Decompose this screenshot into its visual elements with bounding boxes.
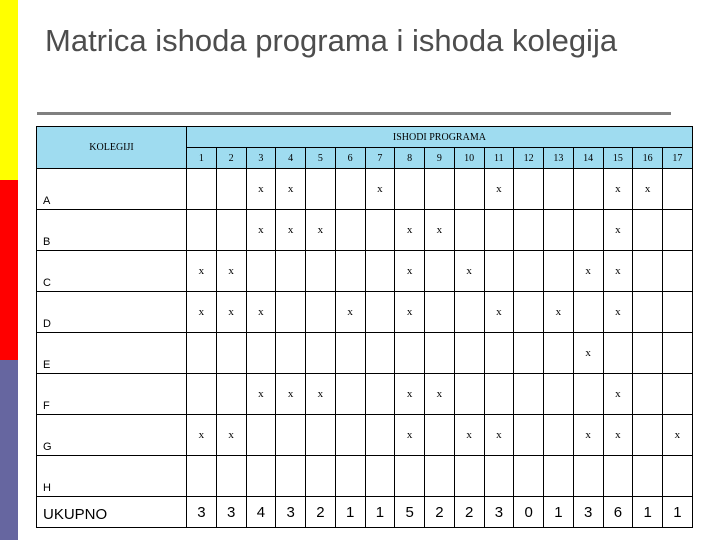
matrix-cell: x bbox=[246, 169, 276, 210]
matrix-cell bbox=[454, 333, 484, 374]
matrix-cell bbox=[514, 374, 544, 415]
matrix-cell bbox=[573, 169, 603, 210]
matrix-cell bbox=[633, 415, 663, 456]
column-header: 13 bbox=[544, 148, 574, 169]
matrix-cell bbox=[603, 333, 633, 374]
table-row bbox=[37, 333, 693, 374]
matrix-cell bbox=[216, 333, 246, 374]
table-row bbox=[37, 210, 693, 251]
table-row bbox=[37, 456, 693, 497]
matrix-cell bbox=[603, 456, 633, 497]
row-label: C bbox=[37, 251, 187, 292]
matrix-cell: x bbox=[454, 415, 484, 456]
matrix-cell: x bbox=[306, 210, 336, 251]
side-accent-blue bbox=[0, 360, 18, 540]
total-cell: 2 bbox=[454, 497, 484, 528]
matrix-cell: x bbox=[573, 251, 603, 292]
matrix-cell bbox=[544, 333, 574, 374]
matrix-cell bbox=[276, 333, 306, 374]
matrix-cell: x bbox=[187, 251, 217, 292]
matrix-cell bbox=[335, 456, 365, 497]
side-accent-yellow bbox=[0, 0, 18, 180]
matrix-cell bbox=[276, 292, 306, 333]
matrix-cell bbox=[306, 251, 336, 292]
matrix-cell bbox=[573, 210, 603, 251]
matrix-cell bbox=[365, 210, 395, 251]
matrix-cell: x bbox=[603, 415, 633, 456]
matrix-cell: x bbox=[573, 415, 603, 456]
row-label: A bbox=[37, 169, 187, 210]
column-header: 2 bbox=[216, 148, 246, 169]
total-cell: 5 bbox=[395, 497, 425, 528]
matrix-cell bbox=[544, 374, 574, 415]
matrix-cell bbox=[276, 456, 306, 497]
matrix-cell: x bbox=[603, 374, 633, 415]
total-cell: 1 bbox=[633, 497, 663, 528]
total-cell: 3 bbox=[187, 497, 217, 528]
matrix-cell bbox=[633, 333, 663, 374]
matrix-cell bbox=[276, 251, 306, 292]
total-cell: 1 bbox=[365, 497, 395, 528]
total-cell: 4 bbox=[246, 497, 276, 528]
matrix-cell bbox=[335, 169, 365, 210]
matrix-cell: x bbox=[395, 292, 425, 333]
matrix-cell: x bbox=[395, 374, 425, 415]
total-cell: 3 bbox=[484, 497, 514, 528]
row-label: H bbox=[37, 456, 187, 497]
matrix-cell bbox=[335, 251, 365, 292]
matrix-cell bbox=[395, 456, 425, 497]
matrix-cell bbox=[514, 333, 544, 374]
matrix-cell bbox=[365, 333, 395, 374]
matrix-cell: x bbox=[603, 251, 633, 292]
total-cell: 0 bbox=[514, 497, 544, 528]
matrix-cell bbox=[276, 415, 306, 456]
column-header: 10 bbox=[454, 148, 484, 169]
matrix-cell bbox=[663, 292, 693, 333]
column-header: 5 bbox=[306, 148, 336, 169]
matrix-cell bbox=[633, 251, 663, 292]
matrix-cell bbox=[633, 292, 663, 333]
matrix-cell bbox=[395, 333, 425, 374]
matrix-cell bbox=[246, 415, 276, 456]
outcomes-matrix bbox=[36, 126, 693, 528]
matrix-cell: x bbox=[335, 292, 365, 333]
matrix-cell bbox=[544, 251, 574, 292]
matrix-cell bbox=[425, 292, 455, 333]
matrix-cell bbox=[573, 292, 603, 333]
total-cell: 6 bbox=[603, 497, 633, 528]
matrix-cell bbox=[216, 456, 246, 497]
matrix-cell bbox=[216, 169, 246, 210]
matrix-cell bbox=[425, 333, 455, 374]
matrix-cell: x bbox=[425, 210, 455, 251]
matrix-cell bbox=[365, 292, 395, 333]
matrix-cell bbox=[216, 210, 246, 251]
matrix-cell bbox=[484, 251, 514, 292]
matrix-cell: x bbox=[306, 374, 336, 415]
matrix-cell bbox=[514, 415, 544, 456]
row-label: G bbox=[37, 415, 187, 456]
matrix-cell bbox=[187, 210, 217, 251]
matrix-cell: x bbox=[395, 251, 425, 292]
matrix-cell: x bbox=[246, 292, 276, 333]
column-header: 3 bbox=[246, 148, 276, 169]
column-header: 6 bbox=[335, 148, 365, 169]
matrix-cell: x bbox=[187, 292, 217, 333]
matrix-cell bbox=[663, 456, 693, 497]
matrix-cell: x bbox=[663, 415, 693, 456]
matrix-cell bbox=[514, 210, 544, 251]
matrix-cell: x bbox=[484, 169, 514, 210]
matrix-cell bbox=[484, 374, 514, 415]
matrix-cell: x bbox=[573, 333, 603, 374]
matrix-cell bbox=[246, 456, 276, 497]
matrix-cell: x bbox=[216, 292, 246, 333]
matrix-cell bbox=[306, 415, 336, 456]
matrix-cell bbox=[306, 169, 336, 210]
matrix-cell: x bbox=[365, 169, 395, 210]
matrix-cell bbox=[335, 374, 365, 415]
matrix-cell bbox=[425, 415, 455, 456]
matrix-cell bbox=[365, 456, 395, 497]
matrix-cell bbox=[544, 456, 574, 497]
column-group-header: ISHODI PROGRAMA bbox=[187, 127, 693, 148]
matrix-cell bbox=[306, 292, 336, 333]
matrix-cell bbox=[633, 374, 663, 415]
matrix-cell: x bbox=[603, 169, 633, 210]
matrix-cell: x bbox=[187, 415, 217, 456]
column-header: 11 bbox=[484, 148, 514, 169]
matrix-cell bbox=[454, 292, 484, 333]
matrix-cell bbox=[395, 169, 425, 210]
matrix-cell bbox=[484, 210, 514, 251]
matrix-cell: x bbox=[276, 169, 306, 210]
matrix-cell: x bbox=[246, 374, 276, 415]
total-label: UKUPNO bbox=[37, 497, 187, 528]
total-cell: 1 bbox=[663, 497, 693, 528]
matrix-cell: x bbox=[633, 169, 663, 210]
matrix-cell bbox=[663, 374, 693, 415]
table-row bbox=[37, 374, 693, 415]
matrix-cell bbox=[544, 415, 574, 456]
matrix-cell bbox=[484, 456, 514, 497]
total-cell: 2 bbox=[425, 497, 455, 528]
title-divider bbox=[37, 112, 671, 115]
matrix-cell bbox=[246, 333, 276, 374]
matrix-cell: x bbox=[395, 415, 425, 456]
row-label: D bbox=[37, 292, 187, 333]
matrix-cell bbox=[633, 210, 663, 251]
matrix-cell bbox=[454, 374, 484, 415]
matrix-cell bbox=[663, 210, 693, 251]
matrix-cell: x bbox=[544, 292, 574, 333]
matrix-cell bbox=[514, 456, 544, 497]
column-header: 8 bbox=[395, 148, 425, 169]
matrix-cell bbox=[306, 333, 336, 374]
matrix-cell: x bbox=[395, 210, 425, 251]
column-header: 1 bbox=[187, 148, 217, 169]
column-header: 17 bbox=[663, 148, 693, 169]
matrix-cell: x bbox=[484, 415, 514, 456]
matrix-cell bbox=[544, 169, 574, 210]
matrix-cell bbox=[633, 456, 663, 497]
row-label: B bbox=[37, 210, 187, 251]
matrix-cell bbox=[365, 374, 395, 415]
column-header: 4 bbox=[276, 148, 306, 169]
matrix-cell bbox=[187, 169, 217, 210]
total-cell: 1 bbox=[335, 497, 365, 528]
matrix-cell bbox=[663, 169, 693, 210]
total-cell: 3 bbox=[573, 497, 603, 528]
matrix-cell: x bbox=[276, 210, 306, 251]
column-header: 16 bbox=[633, 148, 663, 169]
matrix-cell bbox=[425, 456, 455, 497]
matrix-cell: x bbox=[454, 251, 484, 292]
column-header: 12 bbox=[514, 148, 544, 169]
matrix-cell bbox=[484, 333, 514, 374]
matrix-cell: x bbox=[603, 292, 633, 333]
matrix-cell bbox=[573, 374, 603, 415]
matrix-cell: x bbox=[246, 210, 276, 251]
matrix-cell bbox=[335, 415, 365, 456]
slide-title: Matrica ishoda programa i ishoda kolegija bbox=[45, 23, 618, 58]
matrix-cell bbox=[514, 292, 544, 333]
row-header-kolegiji: KOLEGIJI bbox=[37, 127, 187, 169]
matrix-cell: x bbox=[276, 374, 306, 415]
matrix-cell bbox=[335, 210, 365, 251]
total-cell: 3 bbox=[276, 497, 306, 528]
total-cell: 2 bbox=[306, 497, 336, 528]
matrix-cell: x bbox=[216, 251, 246, 292]
matrix-cell bbox=[573, 456, 603, 497]
matrix-cell bbox=[187, 333, 217, 374]
column-header: 15 bbox=[603, 148, 633, 169]
matrix-cell bbox=[454, 169, 484, 210]
matrix-cell bbox=[454, 210, 484, 251]
table-row bbox=[37, 292, 693, 333]
matrix-cell: x bbox=[216, 415, 246, 456]
table-row bbox=[37, 169, 693, 210]
matrix-cell: x bbox=[425, 374, 455, 415]
matrix-cell bbox=[663, 333, 693, 374]
matrix-cell bbox=[335, 333, 365, 374]
column-header: 9 bbox=[425, 148, 455, 169]
matrix-cell bbox=[216, 374, 246, 415]
column-header: 14 bbox=[573, 148, 603, 169]
matrix-cell bbox=[425, 251, 455, 292]
column-header: 7 bbox=[365, 148, 395, 169]
row-label: F bbox=[37, 374, 187, 415]
matrix-cell bbox=[514, 169, 544, 210]
matrix-cell bbox=[246, 251, 276, 292]
matrix-cell bbox=[365, 415, 395, 456]
matrix-cell bbox=[454, 456, 484, 497]
table-row bbox=[37, 415, 693, 456]
matrix-cell bbox=[187, 374, 217, 415]
matrix-cell bbox=[514, 251, 544, 292]
matrix-cell: x bbox=[603, 210, 633, 251]
matrix-cell bbox=[544, 210, 574, 251]
matrix-cell bbox=[663, 251, 693, 292]
matrix-table bbox=[36, 126, 693, 528]
matrix-cell bbox=[187, 456, 217, 497]
matrix-cell bbox=[425, 169, 455, 210]
total-cell: 3 bbox=[216, 497, 246, 528]
table-row bbox=[37, 251, 693, 292]
matrix-cell bbox=[365, 251, 395, 292]
matrix-cell: x bbox=[484, 292, 514, 333]
row-label: E bbox=[37, 333, 187, 374]
total-cell: 1 bbox=[544, 497, 574, 528]
side-accent-red bbox=[0, 180, 18, 360]
matrix-cell bbox=[306, 456, 336, 497]
